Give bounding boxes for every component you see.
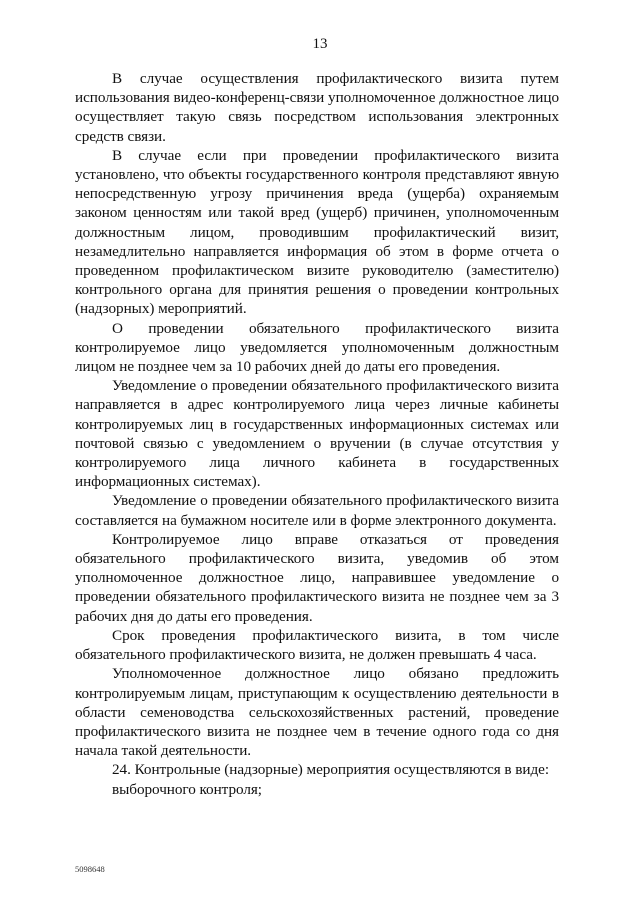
paragraph-notification-form: Уведомление о проведении обязательного профилактического визита составляется на бумажном носителе или в форме электронного документа. xyxy=(75,492,559,529)
page-number: 13 xyxy=(312,36,328,52)
paragraph-duration: Срок проведения профилактического визита, в том числе обязательного профилактического визита, не должен превышать 4 часа. xyxy=(75,626,559,664)
paragraph-new-activity: Уполномоченное должностное лицо обязано предложить контролируемым лицам, приступающим к осуществлению деятельности в области семеноводства сельскохозяйственных растений, проведение профилактического визита не позднее чем в течение одного года со дня начала такой деятельности. xyxy=(75,665,559,760)
paragraph-item-24: 24. Контрольные (надзорные) мероприятия осуществляются в виде: xyxy=(112,761,550,779)
paragraph-threat-report: В случае если при проведении профилактического визита установлено, что объекты государственного контроля представляют явную непосредственную угрозу причинения вреда (ущерба) охраняемым законом ценностям или такой вред (ущерб) причинен, уполномоченным должностным лицом, проводившим профилактический визит, незамедлительно направляется информация об этом в форме отчета о проведенном профилактическом визите руководителю (заместителю) контрольного органа для принятия решения о проведении контрольных (надзорных) мероприятий. xyxy=(75,146,559,318)
document-body xyxy=(75,69,559,799)
paragraph-refusal: Контролируемое лицо вправе отказаться от проведения обязательного профилактического визита, уведомив об этом уполномоченное должностное лицо, направившее уведомление о проведении обязательного профилактического визита не позднее чем за 3 рабочих дня до даты его проведения. xyxy=(75,530,559,625)
paragraph-notification-deadline: О проведении обязательного профилактического визита контролируемое лицо уведомляется уполномоченным должностным лицом не позднее чем за 10 рабочих дней до даты его проведения. xyxy=(75,319,559,376)
paragraph-selective-control: выборочного контроля; xyxy=(112,780,262,798)
document-code: 5098648 xyxy=(75,864,105,874)
paragraph-notification-channel: Уведомление о проведении обязательного профилактического визита направляется в адрес контролируемого лица через личные кабинеты контролируемых лиц в государственных информационных системах или почтовой связью с уведомлением о вручении (в случае отсутствия у контролируемого лица личного кабинета в государственных информационных системах). xyxy=(75,377,559,491)
paragraph-vks: В случае осуществления профилактического визита путем использования видео-конференц-связи уполномоченное должностное лицо осуществляет такую связь посредством использования электронных средств связи. xyxy=(75,70,559,145)
